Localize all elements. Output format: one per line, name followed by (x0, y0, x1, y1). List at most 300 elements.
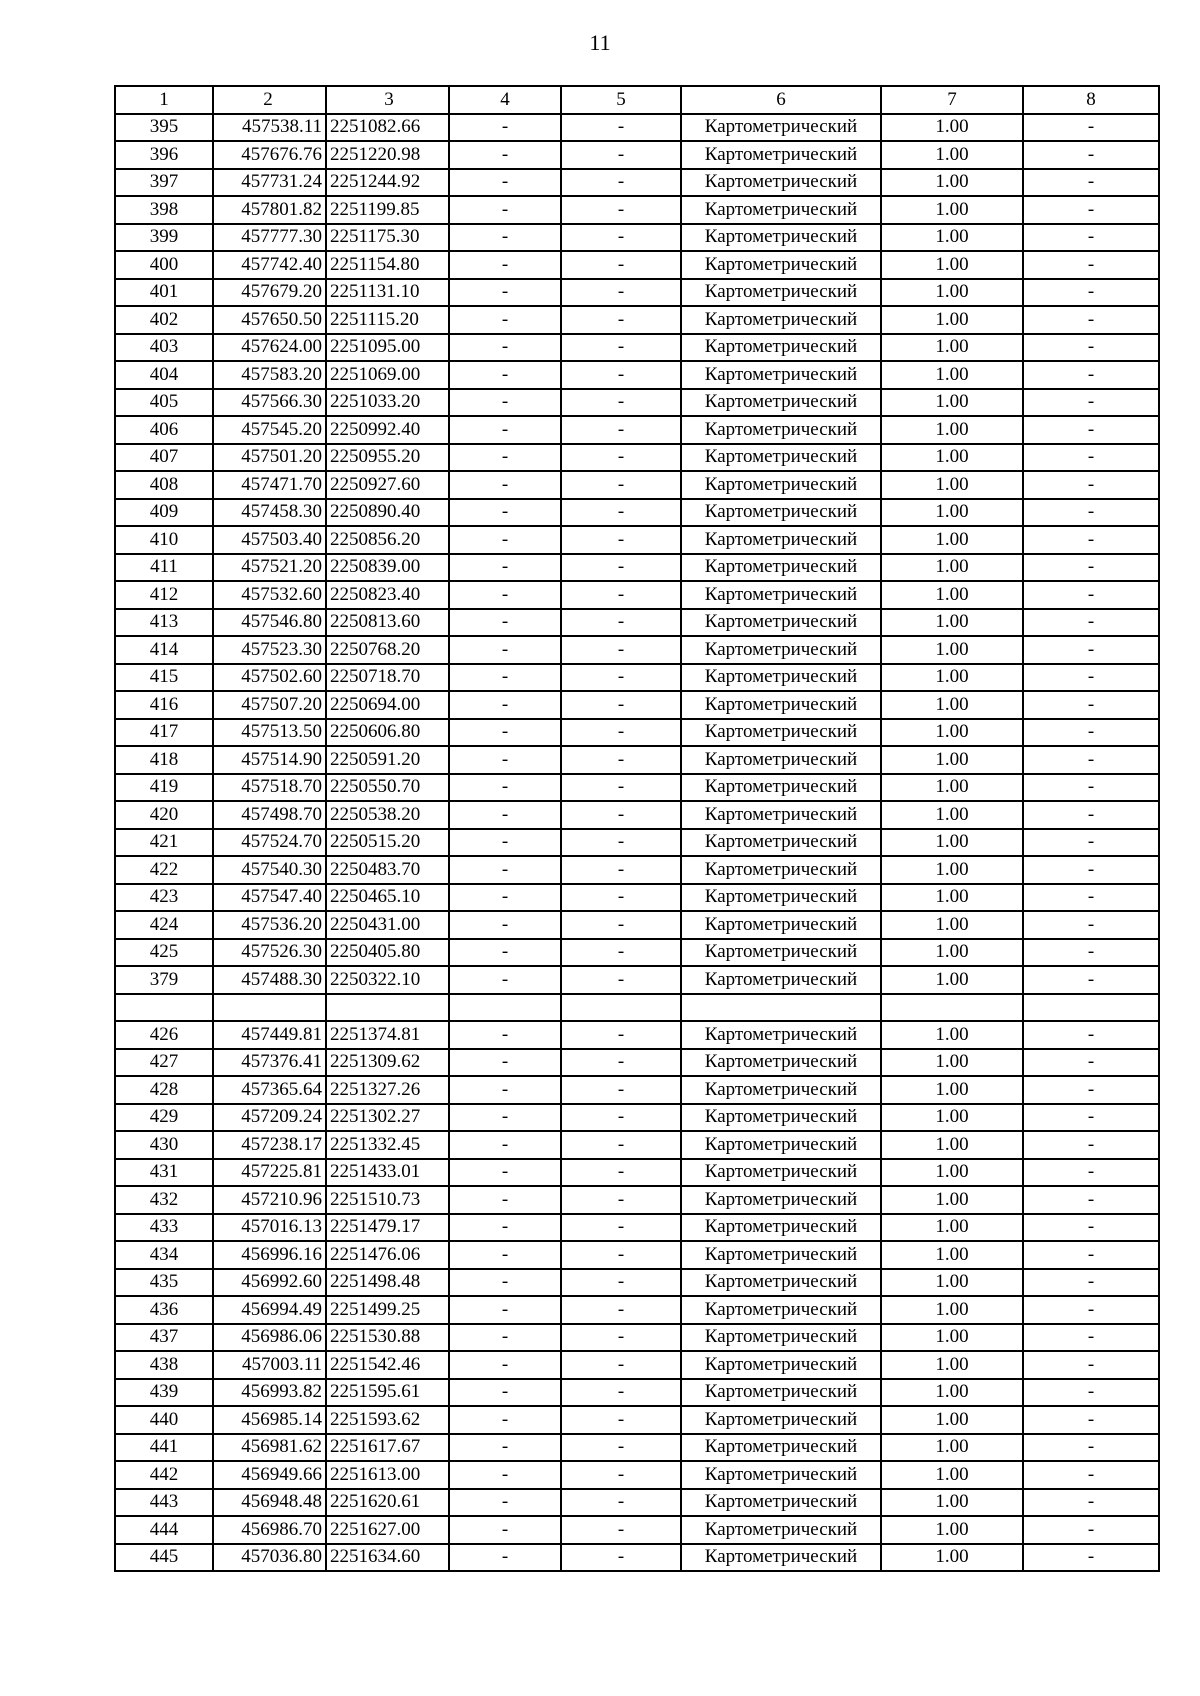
accuracy-cell: 1.00 (881, 1379, 1023, 1407)
method-cell: Картометрический (681, 691, 881, 719)
point-number-cell: 427 (115, 1049, 213, 1077)
col4-cell: - (449, 1516, 561, 1544)
y-coordinate-cell: 2251175.30 (326, 224, 449, 252)
accuracy-cell: 1.00 (881, 774, 1023, 802)
point-number-cell: 435 (115, 1269, 213, 1297)
table-row (115, 691, 1159, 719)
table-row (115, 1214, 1159, 1242)
point-number-cell: 432 (115, 1186, 213, 1214)
table-row (115, 1351, 1159, 1379)
header-cell-5: 5 (561, 86, 681, 114)
col5-cell: - (561, 911, 681, 939)
point-number-cell: 420 (115, 801, 213, 829)
x-coordinate-cell: 456993.82 (213, 1379, 326, 1407)
col4-cell: - (449, 1186, 561, 1214)
col4-cell: - (449, 884, 561, 912)
col4-cell: - (449, 1296, 561, 1324)
table-row (115, 499, 1159, 527)
accuracy-cell: 1.00 (881, 884, 1023, 912)
point-number-cell: 401 (115, 279, 213, 307)
x-coordinate-cell: 457624.00 (213, 334, 326, 362)
y-coordinate-cell: 2251530.88 (326, 1324, 449, 1352)
col8-cell: - (1023, 884, 1159, 912)
x-coordinate-cell: 457540.30 (213, 856, 326, 884)
accuracy-cell: 1.00 (881, 1489, 1023, 1517)
accuracy-cell: 1.00 (881, 1406, 1023, 1434)
table-row (115, 1021, 1159, 1049)
col4-cell: - (449, 444, 561, 472)
y-coordinate-cell (326, 994, 449, 1022)
point-number-cell: 413 (115, 609, 213, 637)
accuracy-cell: 1.00 (881, 1104, 1023, 1132)
accuracy-cell: 1.00 (881, 1544, 1023, 1572)
y-coordinate-cell: 2251131.10 (326, 279, 449, 307)
col5-cell: - (561, 1296, 681, 1324)
col5-cell: - (561, 966, 681, 994)
method-cell: Картометрический (681, 389, 881, 417)
x-coordinate-cell: 456985.14 (213, 1406, 326, 1434)
header-cell-7: 7 (881, 86, 1023, 114)
x-coordinate-cell: 457518.70 (213, 774, 326, 802)
col8-cell: - (1023, 169, 1159, 197)
col8-cell: - (1023, 664, 1159, 692)
header-cell-8: 8 (1023, 86, 1159, 114)
point-number-cell: 406 (115, 416, 213, 444)
method-cell: Картометрический (681, 416, 881, 444)
col5-cell: - (561, 1461, 681, 1489)
method-cell: Картометрический (681, 664, 881, 692)
col4-cell: - (449, 609, 561, 637)
y-coordinate-cell: 2251617.67 (326, 1434, 449, 1462)
header-cell-3: 3 (326, 86, 449, 114)
point-number-cell: 407 (115, 444, 213, 472)
col8-cell: - (1023, 389, 1159, 417)
col8-cell: - (1023, 746, 1159, 774)
accuracy-cell: 1.00 (881, 334, 1023, 362)
point-number-cell: 409 (115, 499, 213, 527)
method-cell: Картометрический (681, 1461, 881, 1489)
method-cell: Картометрический (681, 196, 881, 224)
table-body (115, 114, 1159, 1572)
point-number-cell: 396 (115, 141, 213, 169)
col5-cell: - (561, 746, 681, 774)
col4-cell: - (449, 829, 561, 857)
col8-cell: - (1023, 939, 1159, 967)
table-row (115, 1461, 1159, 1489)
y-coordinate-cell: 2251244.92 (326, 169, 449, 197)
col8-cell: - (1023, 856, 1159, 884)
table-row (115, 1186, 1159, 1214)
y-coordinate-cell: 2250538.20 (326, 801, 449, 829)
col8-cell: - (1023, 306, 1159, 334)
method-cell: Картометрический (681, 1186, 881, 1214)
col5-cell: - (561, 581, 681, 609)
y-coordinate-cell: 2250992.40 (326, 416, 449, 444)
accuracy-cell: 1.00 (881, 526, 1023, 554)
col4-cell: - (449, 361, 561, 389)
table-row (115, 1104, 1159, 1132)
x-coordinate-cell: 456949.66 (213, 1461, 326, 1489)
point-number-cell: 412 (115, 581, 213, 609)
point-number-cell: 430 (115, 1131, 213, 1159)
y-coordinate-cell: 2251595.61 (326, 1379, 449, 1407)
col8-cell: - (1023, 471, 1159, 499)
table-row (115, 911, 1159, 939)
table-row (115, 884, 1159, 912)
point-number-cell: 444 (115, 1516, 213, 1544)
accuracy-cell: 1.00 (881, 169, 1023, 197)
col4-cell: - (449, 1159, 561, 1187)
point-number-cell: 440 (115, 1406, 213, 1434)
accuracy-cell: 1.00 (881, 1131, 1023, 1159)
table-row (115, 774, 1159, 802)
method-cell: Картометрический (681, 636, 881, 664)
col5-cell: - (561, 554, 681, 582)
table-row (115, 1159, 1159, 1187)
table-row (115, 1379, 1159, 1407)
col8-cell: - (1023, 1296, 1159, 1324)
col8-cell: - (1023, 1516, 1159, 1544)
col4-cell: - (449, 636, 561, 664)
x-coordinate-cell: 457523.30 (213, 636, 326, 664)
x-coordinate-cell: 457016.13 (213, 1214, 326, 1242)
col8-cell: - (1023, 1269, 1159, 1297)
y-coordinate-cell: 2251613.00 (326, 1461, 449, 1489)
point-number-cell: 415 (115, 664, 213, 692)
col5-cell: - (561, 884, 681, 912)
x-coordinate-cell: 457742.40 (213, 251, 326, 279)
col5-cell: - (561, 196, 681, 224)
x-coordinate-cell: 457225.81 (213, 1159, 326, 1187)
point-number-cell: 400 (115, 251, 213, 279)
table-row (115, 1076, 1159, 1104)
table-row (115, 609, 1159, 637)
col4-cell: - (449, 1131, 561, 1159)
method-cell: Картометрический (681, 1406, 881, 1434)
accuracy-cell: 1.00 (881, 691, 1023, 719)
accuracy-cell: 1.00 (881, 829, 1023, 857)
method-cell: Картометрический (681, 361, 881, 389)
y-coordinate-cell: 2251498.48 (326, 1269, 449, 1297)
point-number-cell: 431 (115, 1159, 213, 1187)
y-coordinate-cell: 2251115.20 (326, 306, 449, 334)
col5-cell: - (561, 1131, 681, 1159)
col8-cell: - (1023, 114, 1159, 142)
col5-cell: - (561, 1104, 681, 1132)
col5-cell: - (561, 169, 681, 197)
y-coordinate-cell: 2251199.85 (326, 196, 449, 224)
x-coordinate-cell: 457546.80 (213, 609, 326, 637)
col4-cell: - (449, 1379, 561, 1407)
col8-cell: - (1023, 196, 1159, 224)
col5-cell: - (561, 1076, 681, 1104)
point-number-cell: 418 (115, 746, 213, 774)
method-cell: Картометрический (681, 1131, 881, 1159)
y-coordinate-cell: 2250890.40 (326, 499, 449, 527)
col4-cell: - (449, 856, 561, 884)
col4-cell: - (449, 1544, 561, 1572)
accuracy-cell: 1.00 (881, 141, 1023, 169)
method-cell: Картометрический (681, 1351, 881, 1379)
col8-cell: - (1023, 554, 1159, 582)
col8-cell: - (1023, 691, 1159, 719)
x-coordinate-cell: 457513.50 (213, 719, 326, 747)
table-row (115, 1269, 1159, 1297)
x-coordinate-cell: 457676.76 (213, 141, 326, 169)
col5-cell: - (561, 691, 681, 719)
point-number-cell: 417 (115, 719, 213, 747)
col5-cell: - (561, 609, 681, 637)
col4-cell: - (449, 719, 561, 747)
accuracy-cell (881, 994, 1023, 1022)
col4-cell: - (449, 911, 561, 939)
table-row (115, 994, 1159, 1022)
accuracy-cell: 1.00 (881, 471, 1023, 499)
table-row (115, 389, 1159, 417)
col5-cell: - (561, 334, 681, 362)
x-coordinate-cell: 457488.30 (213, 966, 326, 994)
method-cell: Картометрический (681, 1296, 881, 1324)
x-coordinate-cell: 457210.96 (213, 1186, 326, 1214)
accuracy-cell: 1.00 (881, 1186, 1023, 1214)
col4-cell: - (449, 1489, 561, 1517)
col8-cell: - (1023, 1104, 1159, 1132)
col5-cell: - (561, 636, 681, 664)
table-row (115, 361, 1159, 389)
header-cell-1: 1 (115, 86, 213, 114)
col5-cell: - (561, 471, 681, 499)
col4-cell: - (449, 416, 561, 444)
accuracy-cell: 1.00 (881, 1351, 1023, 1379)
y-coordinate-cell: 2251479.17 (326, 1214, 449, 1242)
point-number-cell: 421 (115, 829, 213, 857)
y-coordinate-cell: 2251374.81 (326, 1021, 449, 1049)
col4-cell: - (449, 1461, 561, 1489)
y-coordinate-cell: 2250515.20 (326, 829, 449, 857)
table-row (115, 196, 1159, 224)
table-row (115, 1406, 1159, 1434)
col4-cell: - (449, 499, 561, 527)
method-cell: Картометрический (681, 1544, 881, 1572)
col4-cell: - (449, 251, 561, 279)
method-cell: Картометрический (681, 306, 881, 334)
col4-cell: - (449, 1049, 561, 1077)
table-row (115, 856, 1159, 884)
point-number-cell: 399 (115, 224, 213, 252)
col8-cell: - (1023, 141, 1159, 169)
col5-cell: - (561, 251, 681, 279)
col5-cell: - (561, 801, 681, 829)
table-row (115, 746, 1159, 774)
table-row (115, 141, 1159, 169)
col4-cell: - (449, 746, 561, 774)
table-row (115, 306, 1159, 334)
col8-cell: - (1023, 966, 1159, 994)
table-row (115, 224, 1159, 252)
point-number-cell: 434 (115, 1241, 213, 1269)
col8-cell (1023, 994, 1159, 1022)
accuracy-cell: 1.00 (881, 1434, 1023, 1462)
accuracy-cell: 1.00 (881, 636, 1023, 664)
x-coordinate-cell: 457502.60 (213, 664, 326, 692)
method-cell: Картометрический (681, 581, 881, 609)
col5-cell: - (561, 1049, 681, 1077)
point-number-cell: 397 (115, 169, 213, 197)
table-row (115, 636, 1159, 664)
accuracy-cell: 1.00 (881, 224, 1023, 252)
col8-cell: - (1023, 1021, 1159, 1049)
x-coordinate-cell: 457545.20 (213, 416, 326, 444)
col5-cell: - (561, 856, 681, 884)
y-coordinate-cell: 2251433.01 (326, 1159, 449, 1187)
accuracy-cell: 1.00 (881, 1324, 1023, 1352)
table-header (115, 86, 1159, 114)
col8-cell: - (1023, 1406, 1159, 1434)
method-cell: Картометрический (681, 279, 881, 307)
col8-cell: - (1023, 636, 1159, 664)
accuracy-cell: 1.00 (881, 581, 1023, 609)
y-coordinate-cell: 2250591.20 (326, 746, 449, 774)
col5-cell: - (561, 141, 681, 169)
col4-cell: - (449, 196, 561, 224)
y-coordinate-cell: 2251327.26 (326, 1076, 449, 1104)
accuracy-cell: 1.00 (881, 416, 1023, 444)
x-coordinate-cell: 457471.70 (213, 471, 326, 499)
col4-cell: - (449, 141, 561, 169)
y-coordinate-cell: 2251510.73 (326, 1186, 449, 1214)
point-number-cell: 403 (115, 334, 213, 362)
method-cell: Картометрический (681, 224, 881, 252)
y-coordinate-cell: 2251095.00 (326, 334, 449, 362)
x-coordinate-cell: 457376.41 (213, 1049, 326, 1077)
col4-cell: - (449, 1434, 561, 1462)
table-row (115, 1296, 1159, 1324)
y-coordinate-cell: 2251476.06 (326, 1241, 449, 1269)
col8-cell: - (1023, 526, 1159, 554)
point-number-cell (115, 994, 213, 1022)
point-number-cell: 429 (115, 1104, 213, 1132)
x-coordinate-cell: 457650.50 (213, 306, 326, 334)
method-cell: Картометрический (681, 884, 881, 912)
col8-cell: - (1023, 1489, 1159, 1517)
x-coordinate-cell: 457801.82 (213, 196, 326, 224)
method-cell: Картометрический (681, 774, 881, 802)
point-number-cell: 423 (115, 884, 213, 912)
col5-cell: - (561, 416, 681, 444)
x-coordinate-cell: 457536.20 (213, 911, 326, 939)
accuracy-cell: 1.00 (881, 1296, 1023, 1324)
accuracy-cell: 1.00 (881, 361, 1023, 389)
x-coordinate-cell: 457547.40 (213, 884, 326, 912)
col8-cell: - (1023, 251, 1159, 279)
y-coordinate-cell: 2251309.62 (326, 1049, 449, 1077)
table-row (115, 719, 1159, 747)
point-number-cell: 426 (115, 1021, 213, 1049)
point-number-cell: 395 (115, 114, 213, 142)
x-coordinate-cell: 457524.70 (213, 829, 326, 857)
accuracy-cell: 1.00 (881, 1214, 1023, 1242)
method-cell: Картометрический (681, 1269, 881, 1297)
accuracy-cell: 1.00 (881, 664, 1023, 692)
point-number-cell: 433 (115, 1214, 213, 1242)
accuracy-cell: 1.00 (881, 444, 1023, 472)
accuracy-cell: 1.00 (881, 389, 1023, 417)
point-number-cell: 441 (115, 1434, 213, 1462)
col5-cell: - (561, 224, 681, 252)
col5-cell: - (561, 1544, 681, 1572)
x-coordinate-cell: 457538.11 (213, 114, 326, 142)
col4-cell: - (449, 664, 561, 692)
y-coordinate-cell: 2250322.10 (326, 966, 449, 994)
x-coordinate-cell: 456948.48 (213, 1489, 326, 1517)
accuracy-cell: 1.00 (881, 1516, 1023, 1544)
col5-cell: - (561, 1434, 681, 1462)
header-row (115, 86, 1159, 114)
header-cell-6: 6 (681, 86, 881, 114)
y-coordinate-cell: 2250606.80 (326, 719, 449, 747)
method-cell: Картометрический (681, 1516, 881, 1544)
accuracy-cell: 1.00 (881, 1076, 1023, 1104)
x-coordinate-cell: 457449.81 (213, 1021, 326, 1049)
col8-cell: - (1023, 361, 1159, 389)
method-cell: Картометрический (681, 471, 881, 499)
col8-cell: - (1023, 416, 1159, 444)
table-row (115, 939, 1159, 967)
y-coordinate-cell: 2250465.10 (326, 884, 449, 912)
accuracy-cell: 1.00 (881, 1049, 1023, 1077)
col4-cell: - (449, 334, 561, 362)
y-coordinate-cell: 2251069.00 (326, 361, 449, 389)
table-row (115, 471, 1159, 499)
col5-cell: - (561, 1324, 681, 1352)
method-cell: Картометрический (681, 169, 881, 197)
table-row (115, 169, 1159, 197)
table-row (115, 1544, 1159, 1572)
col8-cell: - (1023, 1076, 1159, 1104)
col4-cell: - (449, 279, 561, 307)
col5-cell: - (561, 1516, 681, 1544)
col5-cell: - (561, 1241, 681, 1269)
point-number-cell: 424 (115, 911, 213, 939)
col4-cell: - (449, 554, 561, 582)
table-row (115, 114, 1159, 142)
col5-cell: - (561, 526, 681, 554)
point-number-cell: 428 (115, 1076, 213, 1104)
table-row (115, 664, 1159, 692)
col4-cell: - (449, 1406, 561, 1434)
y-coordinate-cell: 2251542.46 (326, 1351, 449, 1379)
x-coordinate-cell: 457526.30 (213, 939, 326, 967)
col4-cell: - (449, 1021, 561, 1049)
method-cell: Картометрический (681, 829, 881, 857)
col4-cell: - (449, 169, 561, 197)
x-coordinate-cell: 457238.17 (213, 1131, 326, 1159)
y-coordinate-cell: 2250483.70 (326, 856, 449, 884)
x-coordinate-cell: 457583.20 (213, 361, 326, 389)
accuracy-cell: 1.00 (881, 196, 1023, 224)
x-coordinate-cell: 457521.20 (213, 554, 326, 582)
table-row (115, 554, 1159, 582)
col8-cell: - (1023, 334, 1159, 362)
col4-cell: - (449, 774, 561, 802)
col8-cell: - (1023, 801, 1159, 829)
table-row (115, 1131, 1159, 1159)
col8-cell: - (1023, 444, 1159, 472)
y-coordinate-cell: 2250694.00 (326, 691, 449, 719)
col5-cell: - (561, 499, 681, 527)
x-coordinate-cell: 457532.60 (213, 581, 326, 609)
method-cell: Картометрический (681, 334, 881, 362)
